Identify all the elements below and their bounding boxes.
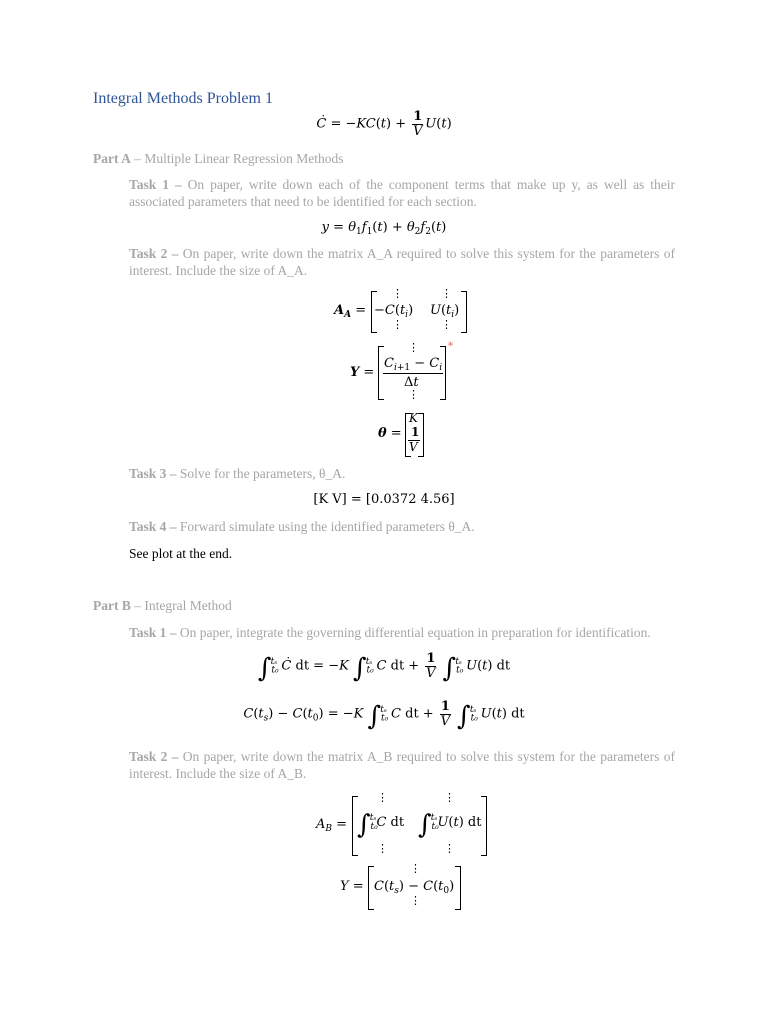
part-a-task-2 (129, 246, 675, 279)
task-text: On paper, write down each of the component terms that make up y, as well as their associated parameters that need to be identified for each section. (129, 177, 675, 209)
part-b-prefix: Part B (93, 598, 131, 613)
see-plot-note: See plot at the end. (129, 546, 233, 561)
part-a-prefix: Part A (93, 151, 131, 166)
part-b-task-1 (129, 625, 675, 642)
footnote-star: * (448, 341, 453, 352)
page-title: Integral Methods Problem 1 (93, 90, 273, 107)
task-label: Task 2 – (129, 246, 179, 261)
part-a-task-4 (129, 519, 675, 536)
task-label: Task 2 – (129, 749, 179, 764)
task-label: Task 4 – (129, 519, 177, 534)
governing-equation: Ċ = −KC(t) + $\frac{1}{V}$ U(t) (316, 109, 452, 139)
task-text: Solve for the parameters, θ_A. (176, 466, 346, 481)
part-b-heading (93, 598, 232, 614)
task-label: Task 3 – (129, 466, 177, 481)
task1-equation: $y = \theta_1f_1(t) + \theta_2f_2(t)$ (321, 220, 447, 237)
part-a-task-3 (129, 466, 675, 483)
task3-result: [K V] = [0.0372 4.56] (313, 492, 455, 507)
task-label: Task 1 – (129, 625, 177, 640)
task-text: On paper, write down the matrix A_B required to solve this system for the parameters of interest. Include the size of A_B. (129, 749, 676, 781)
task-text: Forward simulate using the identified parameters θ_A. (176, 519, 475, 534)
part-b-title: – Integral Method (130, 598, 232, 613)
part-a-title: – Multiple Linear Regression Methods (130, 151, 344, 166)
task-label: Task 1 – (129, 177, 182, 192)
task-text: On paper, integrate the governing differential equation in preparation for identification. (176, 625, 651, 640)
task-text: On paper, write down the matrix A_A required to solve this system for the parameters of interest. Include the size of A_A. (129, 246, 676, 278)
integral-equation-1: $\int_{t_0}^{t_s}$ Ċ dt = −K $\int_{t_0}^{t_s}$ C dt + $\frac{1}{V}$ $\int_{t_0}^{t_s}$ U(t) dt (257, 651, 511, 684)
part-a-task-1 (129, 177, 675, 210)
part-b-task-2 (129, 749, 675, 782)
integral-equation-2: $C(t_s) - C(t_0) = -K$ $\int_{t_0}^{t_s}$ C dt + $\frac{1}{V}$ $\int_{t_0}^{t_s}$ U(t) dt (243, 699, 525, 732)
part-a-heading (93, 151, 343, 167)
